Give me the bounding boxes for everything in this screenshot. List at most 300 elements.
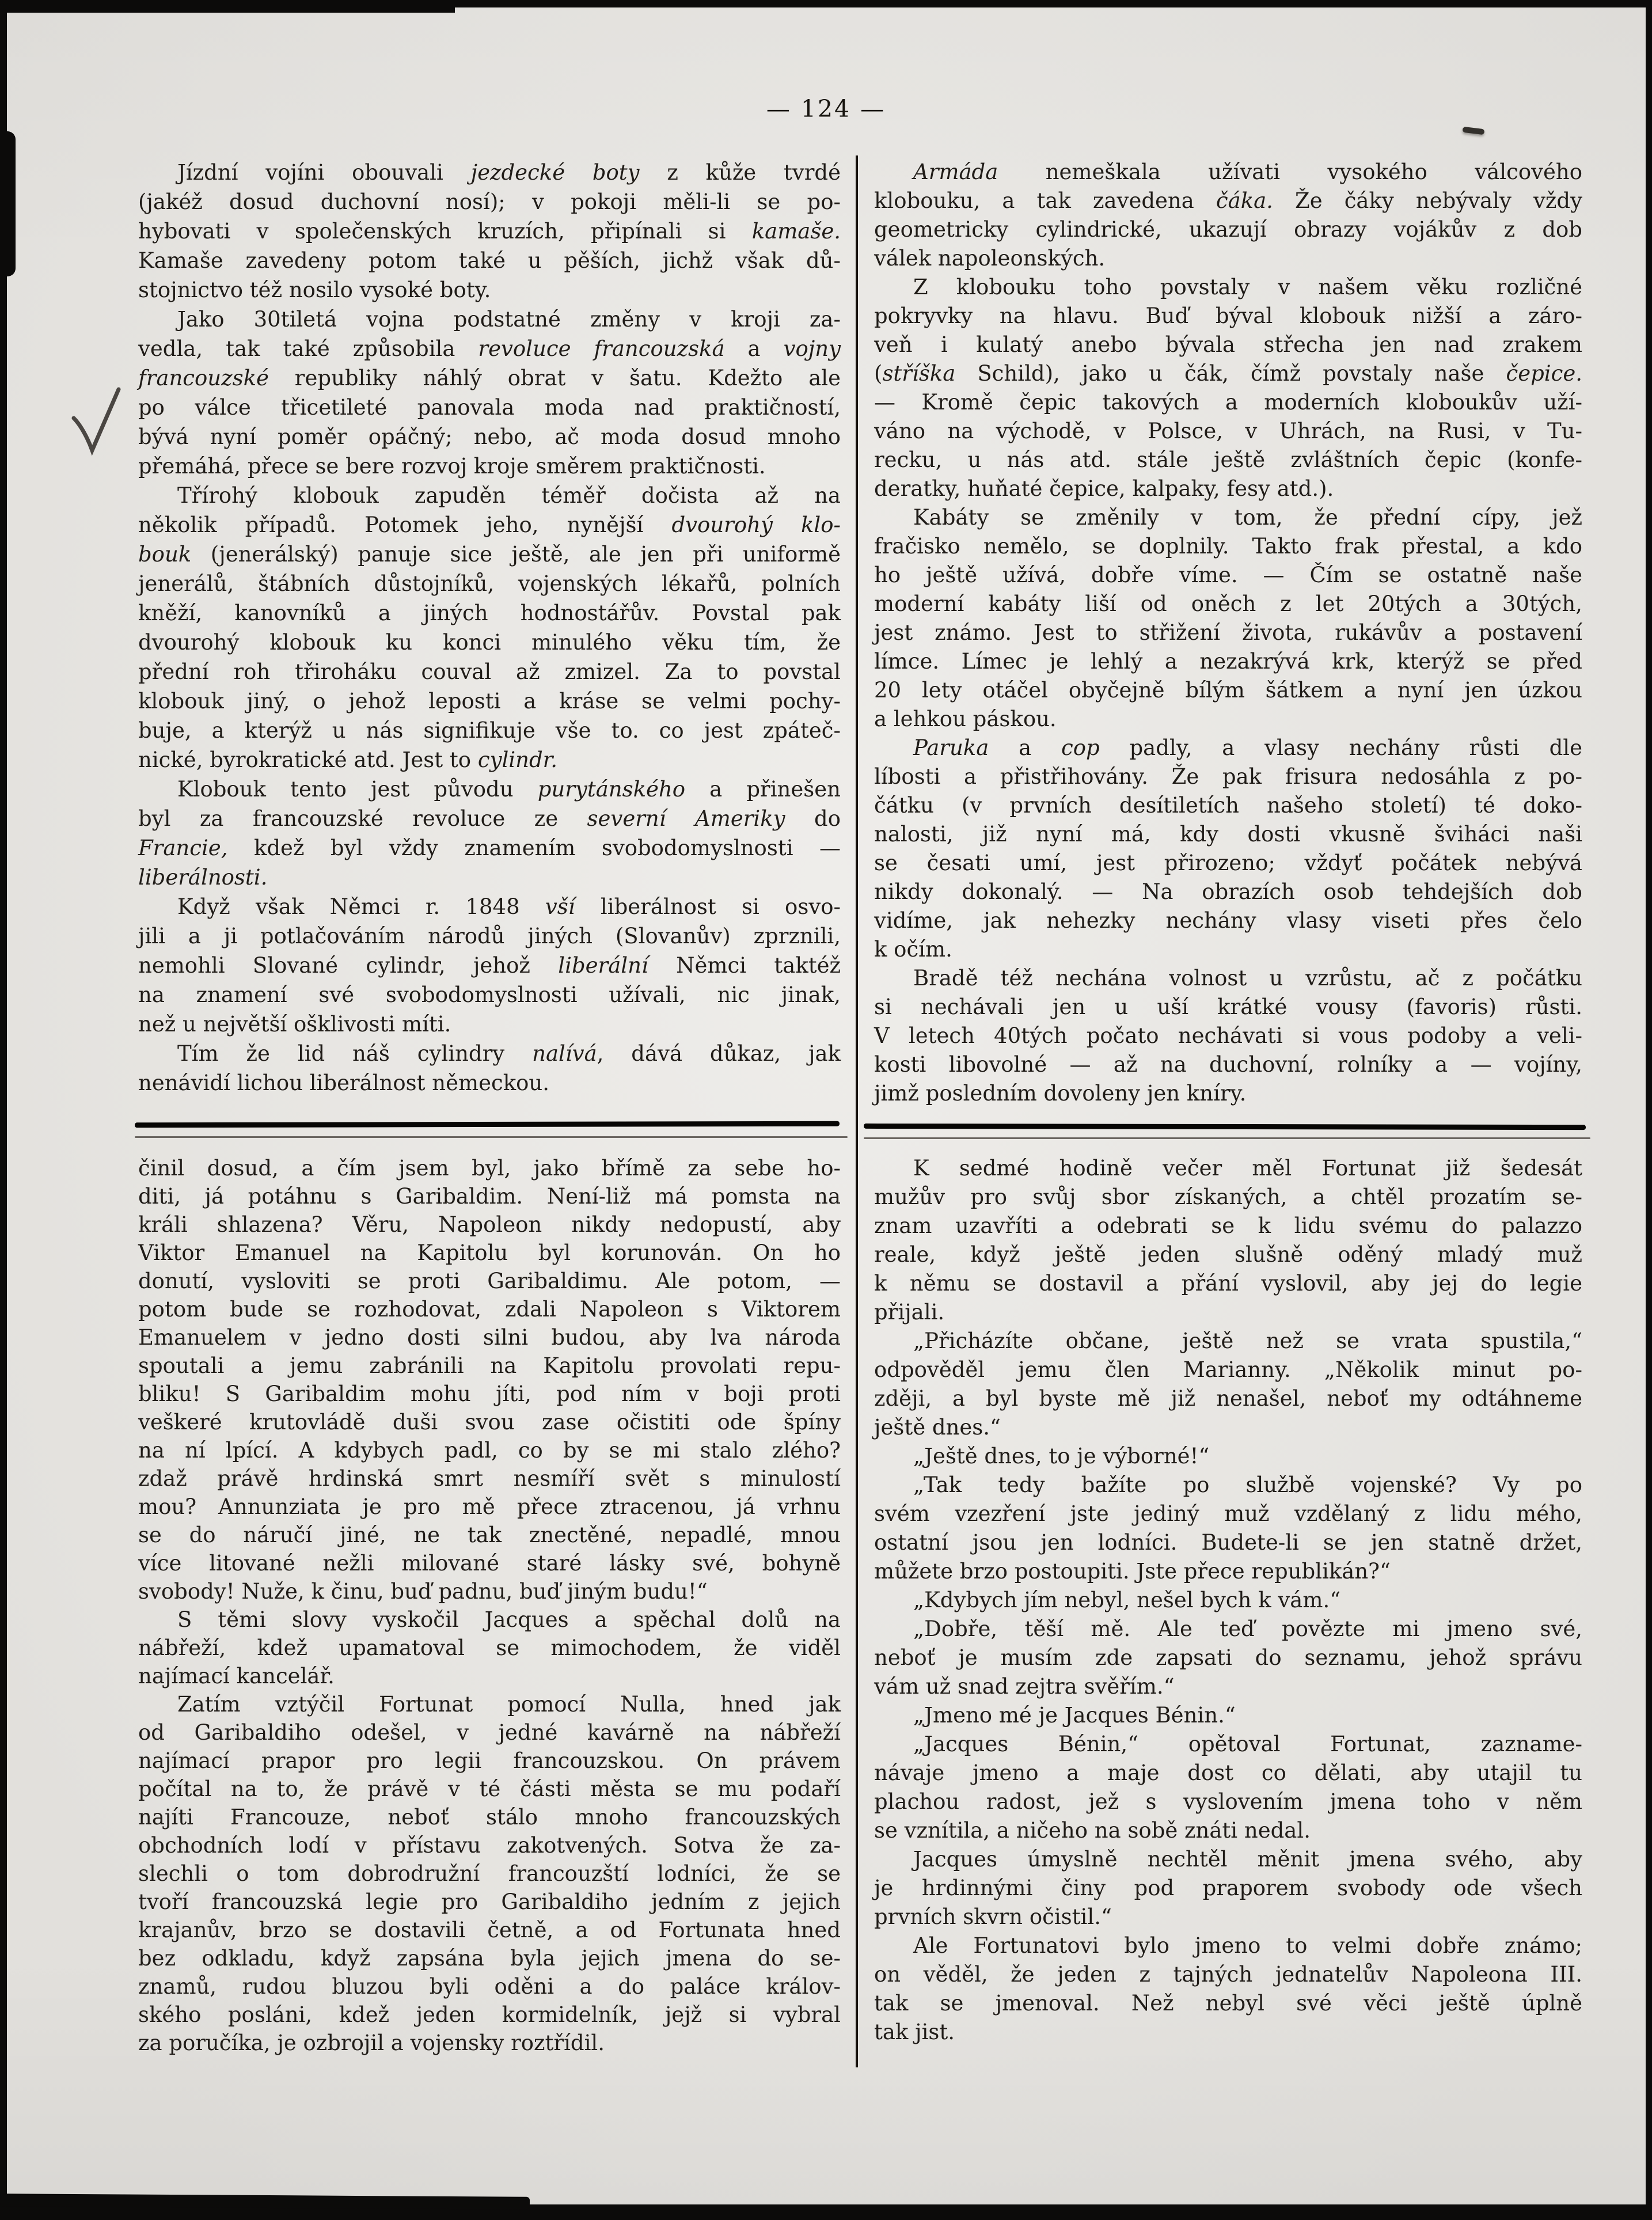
text-line bbox=[874, 1154, 1582, 1183]
text-segment: bez odkladu, když zapsána byla jejich jmena do se- bbox=[138, 1946, 841, 1971]
text-segment: z kůže tvrdé bbox=[639, 160, 841, 185]
text-segment: geometricky cylindrické, ukazují obrazy vojákův z dob bbox=[874, 217, 1582, 242]
text-line bbox=[874, 475, 1582, 503]
text-line bbox=[138, 275, 841, 305]
column-left-top-article bbox=[138, 158, 841, 1098]
column-right-bottom-article bbox=[874, 1154, 1582, 2047]
text-segment: válek napoleonských. bbox=[874, 246, 1106, 271]
text-segment: mužův pro svůj sbor získaných, a chtěl prozatím se- bbox=[874, 1185, 1582, 1209]
text-line bbox=[138, 540, 841, 569]
text-segment: přijali. bbox=[874, 1300, 945, 1325]
text-segment: Jako 30tiletá vojna podstatné změny v kroji za- bbox=[177, 307, 841, 332]
text-line bbox=[138, 569, 841, 598]
divider-thin-line bbox=[864, 1137, 1590, 1139]
text-line bbox=[138, 305, 841, 334]
text-segment: nické, byrokratické atd. Jest to bbox=[138, 747, 478, 772]
paragraph bbox=[874, 1931, 1582, 2047]
text-line bbox=[138, 1182, 841, 1210]
text-segment: tvoří francouzská legie pro Garibaldiho jedním z jejich bbox=[138, 1889, 841, 1914]
text-line bbox=[138, 1267, 841, 1295]
text-line bbox=[138, 187, 841, 217]
text-segment: Němci taktéž bbox=[648, 953, 841, 978]
text-segment: vidíme, jak nehezky nechány vlasy viseti přes čelo bbox=[874, 908, 1582, 933]
text-segment: reale, když ještě jeden slušně oděný mladý muž bbox=[874, 1242, 1582, 1267]
section-divider-left bbox=[135, 1122, 848, 1129]
text-segment: čátku (v prvních desítiletích našeho století) té doko- bbox=[874, 793, 1582, 818]
text-line bbox=[874, 1442, 1582, 1471]
text-line bbox=[138, 951, 841, 980]
page-number: — 124 — bbox=[766, 95, 886, 123]
text-segment: Ale Fortunatovi bylo jmeno to velmi dobře známo; bbox=[913, 1933, 1582, 1958]
ink-smudge bbox=[1463, 127, 1485, 135]
text-segment: nenávidí lichou liberálnost německou. bbox=[138, 1071, 549, 1095]
text-segment: činil dosud, a čím jsem byl, jako břímě za sebe ho- bbox=[138, 1156, 841, 1181]
paragraph bbox=[138, 892, 841, 1039]
text-line bbox=[138, 1210, 841, 1239]
text-segment: slechli o tom dobrodružní francouzští lodníci, že se bbox=[138, 1861, 841, 1886]
text-segment: počítal na to, že právě v té části města se mu podaří bbox=[138, 1777, 841, 1801]
text-segment: na ní lpící. A kdybych padl, co by se mi stalo zlého? bbox=[138, 1438, 841, 1463]
text-line bbox=[874, 158, 1582, 187]
text-segment: do bbox=[785, 806, 841, 831]
text-segment: a bbox=[989, 735, 1061, 760]
text-line bbox=[874, 1615, 1582, 1644]
text-line bbox=[874, 1050, 1582, 1079]
text-segment: dvourohý klobouk ku konci minulého věku tím, že bbox=[138, 630, 841, 655]
italic-text-segment: cop bbox=[1061, 735, 1100, 760]
text-line bbox=[874, 1816, 1582, 1845]
text-line bbox=[138, 1493, 841, 1521]
text-segment: více litované nežli milované staré lásky své, bohyně bbox=[138, 1551, 841, 1576]
text-line bbox=[874, 993, 1582, 1022]
text-line bbox=[138, 1352, 841, 1380]
text-line bbox=[138, 1577, 841, 1606]
text-segment: bývá nyní poměr opáčný; nebo, ač moda dosud mnoho bbox=[138, 424, 841, 449]
italic-text-segment: stříška bbox=[882, 361, 956, 386]
text-segment: recku, u nás atd. stále ještě zvláštních čepic (konfe- bbox=[874, 447, 1582, 472]
text-segment: znam uzavříti a odebrati se k lidu svému do palazzo bbox=[874, 1213, 1582, 1238]
text-line bbox=[874, 1212, 1582, 1240]
text-line bbox=[138, 892, 841, 921]
paragraph bbox=[874, 1442, 1582, 1471]
text-line bbox=[138, 1831, 841, 1860]
text-line bbox=[138, 686, 841, 716]
text-line bbox=[138, 1690, 841, 1718]
text-line bbox=[874, 1730, 1582, 1759]
text-line bbox=[874, 935, 1582, 964]
text-segment: veň i kulatý anebo bývala střecha jen nad zrakem bbox=[874, 332, 1582, 357]
paragraph bbox=[138, 1039, 841, 1098]
text-segment: padly, a vlasy nechány růsti dle bbox=[1099, 735, 1582, 760]
italic-text-segment: kamaše. bbox=[751, 219, 841, 244]
scan-border-left-blob bbox=[0, 131, 16, 276]
text-segment: jenerálů, štábních důstojníků, vojenských lékařů, polních bbox=[138, 571, 841, 596]
text-line bbox=[138, 863, 841, 892]
divider-thick-line bbox=[864, 1124, 1586, 1130]
italic-text-segment: liberální bbox=[558, 953, 648, 978]
text-line bbox=[874, 1586, 1582, 1615]
italic-text-segment: Francie, bbox=[138, 836, 228, 860]
text-line bbox=[874, 791, 1582, 820]
text-segment: kněží, kanovníků a jiných hodnostářův. Povstal pak bbox=[138, 601, 841, 625]
text-segment: fračisko nemělo, se doplnily. Takto frak přestal, a kdo bbox=[874, 534, 1582, 559]
text-line bbox=[138, 1239, 841, 1267]
text-line bbox=[874, 1874, 1582, 1903]
text-line bbox=[874, 359, 1582, 388]
text-line bbox=[874, 618, 1582, 647]
text-segment: Jacques úmyslně nechtěl měnit jmena svého, aby bbox=[913, 1847, 1582, 1872]
text-segment: veškeré krutovládě duši svou zase očistiti ode špíny bbox=[138, 1410, 841, 1435]
text-segment: „Ještě dnes, to je výborné!“ bbox=[913, 1444, 1210, 1468]
text-segment: bliku! S Garibaldim mohu jíti, pod ním v boji proti bbox=[138, 1382, 841, 1406]
text-line bbox=[874, 273, 1582, 302]
text-line bbox=[138, 481, 841, 510]
text-line bbox=[874, 1931, 1582, 1960]
text-segment: svobody! Nuže, k činu, buď padnu, buď jiným budu!“ bbox=[138, 1579, 708, 1604]
text-segment: váno na východě, v Polsce, v Uhrách, na Rusi, v Tu- bbox=[874, 419, 1582, 443]
text-segment: deratky, huňaté čepice, kalpaky, fesy atd.). bbox=[874, 476, 1334, 501]
text-segment: Jízdní vojíni obouvali bbox=[177, 160, 471, 185]
text-segment: několik případů. Potomek jeho, nynější bbox=[138, 513, 672, 537]
text-line bbox=[874, 446, 1582, 475]
paragraph bbox=[874, 964, 1582, 1108]
text-line bbox=[874, 302, 1582, 331]
text-segment: Když však Němci r. 1848 bbox=[177, 894, 545, 919]
column-divider-rule bbox=[856, 155, 858, 2067]
text-segment: , dává důkaz, jak bbox=[597, 1041, 841, 1066]
text-segment: pokryvky na hlavu. Buď býval klobouk nižší a záro- bbox=[874, 303, 1582, 328]
text-segment: kdež byl vždy znamením svobodomyslnosti — bbox=[227, 836, 841, 860]
text-line bbox=[138, 393, 841, 422]
text-line bbox=[138, 1662, 841, 1690]
text-segment: a lehkou páskou. bbox=[874, 707, 1057, 731]
italic-text-segment: Paruka bbox=[913, 735, 989, 760]
text-line bbox=[874, 1528, 1582, 1557]
text-line bbox=[874, 705, 1582, 734]
paragraph bbox=[874, 734, 1582, 964]
text-line bbox=[874, 2018, 1582, 2047]
text-line bbox=[874, 1989, 1582, 2018]
text-segment: jimž posledním dovoleny jen kníry. bbox=[874, 1081, 1247, 1106]
text-segment: on věděl, že jeden z tajných jednatelův Napoleona III. bbox=[874, 1962, 1582, 1987]
text-segment: diti, já potáhnu s Garibaldim. Není-liž má pomsta na bbox=[138, 1184, 841, 1209]
text-line bbox=[138, 451, 841, 481]
text-segment: k očím. bbox=[874, 937, 952, 962]
paragraph bbox=[874, 158, 1582, 273]
text-segment: nemeškala užívati vysokého válcového bbox=[998, 160, 1582, 184]
text-segment: Kabáty se změnily v tom, že přední cípy, jež bbox=[913, 505, 1582, 530]
text-segment: Třírohý klobouk zapuděn téměř dočista až na bbox=[177, 483, 841, 508]
text-line bbox=[874, 331, 1582, 359]
text-line bbox=[138, 921, 841, 951]
text-line bbox=[874, 1269, 1582, 1298]
text-line bbox=[138, 1068, 841, 1098]
text-line bbox=[138, 804, 841, 833]
text-segment: po válce třicetileté panovala moda nad praktičností, bbox=[138, 395, 841, 420]
text-line bbox=[138, 628, 841, 657]
italic-text-segment: Armáda bbox=[913, 160, 998, 184]
text-line bbox=[874, 1788, 1582, 1816]
text-segment: stojnictvo též nosilo vysoké boty. bbox=[138, 278, 491, 302]
text-line bbox=[874, 647, 1582, 676]
scan-border-left bbox=[0, 0, 7, 2220]
text-segment: republiky náhlý obrat v šatu. Kdežto ale bbox=[268, 366, 841, 390]
text-segment: svém vzezření jste jediný muž vzdělaný z lidu mého, bbox=[874, 1501, 1582, 1526]
text-segment: kosti libovolné — až na duchovní, rolníky a — vojíny, bbox=[874, 1052, 1582, 1077]
text-segment: ještě dnes.“ bbox=[874, 1415, 1001, 1440]
text-line bbox=[874, 1384, 1582, 1413]
text-line bbox=[138, 1606, 841, 1634]
text-segment: límce. Límec je lehlý a nezakrývá krk, kterýž se před bbox=[874, 649, 1582, 674]
text-segment: (jakéž dosud duchovní nosí); v pokoji měli-li se po- bbox=[138, 189, 841, 214]
text-segment: „Jmeno mé je Jacques Bénin.“ bbox=[913, 1703, 1236, 1728]
text-line bbox=[138, 1803, 841, 1831]
text-segment: najíti Francouze, neboť stálo mnoho francouzských bbox=[138, 1805, 841, 1830]
text-segment: za poručíka, je ozbrojil a vojensky roztřídil. bbox=[138, 2031, 605, 2055]
text-segment: odpověděl jemu člen Marianny. „Několik minut po- bbox=[874, 1357, 1582, 1382]
text-line bbox=[874, 1298, 1582, 1327]
text-line bbox=[138, 1154, 841, 1182]
text-line bbox=[874, 964, 1582, 993]
scan-border-top-left bbox=[0, 0, 455, 13]
text-segment: a přinešen bbox=[685, 777, 841, 802]
text-segment: obchodních lodí v přístavu zakotvených. Sotva že za- bbox=[138, 1833, 841, 1858]
text-line bbox=[138, 422, 841, 451]
column-left-bottom-article bbox=[138, 1154, 841, 2057]
text-line bbox=[874, 1327, 1582, 1356]
column-right-top-article bbox=[874, 158, 1582, 1108]
text-line bbox=[138, 2029, 841, 2057]
text-line bbox=[138, 1775, 841, 1803]
text-line bbox=[138, 363, 841, 393]
text-segment: ho ještě užívá, dobře víme. — Čím se ostatně naše bbox=[874, 563, 1582, 587]
text-segment: „Tak tedy bažíte po službě vojenské? Vy po bbox=[913, 1473, 1582, 1497]
text-segment: nikdy dokonalý. — Na obrazích osob tehdejších dob bbox=[874, 879, 1582, 904]
text-line bbox=[874, 1022, 1582, 1050]
paragraph bbox=[874, 1730, 1582, 1845]
text-line bbox=[138, 1634, 841, 1662]
scan-border-right bbox=[1646, 0, 1652, 2220]
text-line bbox=[138, 1972, 841, 2001]
section-divider-right bbox=[864, 1124, 1590, 1131]
divider-thick-line bbox=[135, 1121, 840, 1128]
text-line bbox=[874, 1701, 1582, 1730]
text-segment: K sedmé hodině večer měl Fortunat již šedesát bbox=[913, 1156, 1582, 1181]
paragraph bbox=[874, 1586, 1582, 1615]
text-line bbox=[138, 598, 841, 628]
text-segment: nalosti, již nyní má, kdy dosti vkusně šviháci naši bbox=[874, 822, 1582, 847]
text-segment: můžete brzo postoupiti. Jste přece republikán?“ bbox=[874, 1559, 1391, 1584]
text-segment: se česati umí, jest přirozeno; vždyť počátek nebývá bbox=[874, 851, 1582, 875]
text-line bbox=[138, 1436, 841, 1464]
text-segment: hybovati v společenských kruzích, připínali si bbox=[138, 219, 752, 244]
text-segment: 20 lety otáčel obyčejně bílým šátkem a nyní jen úzkou bbox=[874, 678, 1582, 703]
text-segment: ského posláni, kdež jeden kormidelník, jejž si vybral bbox=[138, 2002, 841, 2027]
italic-text-segment: cylindr. bbox=[477, 747, 558, 772]
paragraph bbox=[138, 1154, 841, 1606]
text-segment: přední roh třiroháku couval až zmizel. Za to povstal bbox=[138, 659, 841, 684]
text-line bbox=[138, 1718, 841, 1747]
text-line bbox=[138, 1521, 841, 1549]
text-line bbox=[138, 1408, 841, 1436]
text-segment: od Garibaldiho odešel, v jedné kavárně na nábřeží bbox=[138, 1720, 841, 1745]
text-segment: zdaž právě hrdinská smrt nesmíří svět s minulostí bbox=[138, 1466, 841, 1491]
text-segment: Klobouk tento jest původu bbox=[177, 777, 538, 802]
text-line bbox=[138, 745, 841, 775]
italic-text-segment: nalívá bbox=[532, 1041, 597, 1066]
text-segment: králi shlazena? Věru, Napoleon nikdy nedopustí, aby bbox=[138, 1212, 841, 1237]
text-line bbox=[874, 187, 1582, 215]
text-segment: znamů, rudou bluzou byli oděni a do paláce králov- bbox=[138, 1974, 841, 1999]
handwritten-checkmark bbox=[70, 385, 125, 457]
text-line bbox=[138, 217, 841, 246]
italic-text-segment: jezdecké boty bbox=[470, 160, 640, 185]
text-segment: liberálnost si osvo- bbox=[575, 894, 841, 919]
text-line bbox=[138, 246, 841, 275]
text-segment: — Kromě čepic takových a moderních kloboukův uží- bbox=[874, 390, 1582, 415]
text-segment: nábřeží, kdež upamatoval se mimochodem, že viděl bbox=[138, 1635, 841, 1660]
text-line bbox=[874, 1240, 1582, 1269]
text-line bbox=[874, 820, 1582, 849]
text-segment: buje, a kterýž u nás signifikuje vše to. co jest zpáteč- bbox=[138, 718, 841, 743]
text-line bbox=[874, 590, 1582, 618]
text-line bbox=[874, 906, 1582, 935]
text-segment: najímací prapor pro legii francouzskou. On právem bbox=[138, 1748, 841, 1773]
text-line bbox=[874, 1960, 1582, 1989]
text-segment: najímací kancelář. bbox=[138, 1664, 335, 1688]
text-segment: ostatní jsou jen lodníci. Budete-li se jen statně držet, bbox=[874, 1530, 1582, 1555]
paragraph bbox=[138, 1690, 841, 2057]
paragraph bbox=[138, 775, 841, 892]
paragraph bbox=[874, 1615, 1582, 1701]
text-segment: klobouku, a tak zavedena bbox=[874, 188, 1216, 213]
text-segment: přemáhá, přece se bere rozvoj kroje směrem praktičnosti. bbox=[138, 454, 766, 479]
text-segment: mou? Annunziata je pro mě přece ztracenou, já vrhnu bbox=[138, 1494, 841, 1519]
italic-text-segment: purytánského bbox=[537, 777, 685, 802]
text-segment: na znamení své svobodomyslnosti užívali, nic jinak, bbox=[138, 982, 841, 1007]
text-segment: potom bude se rozhodovat, zdali Napoleon s Viktorem bbox=[138, 1297, 841, 1322]
italic-text-segment: čepice. bbox=[1506, 361, 1582, 386]
italic-text-segment: vojny bbox=[783, 336, 841, 361]
text-segment: líbosti a přistřihovány. Že pak frisura nedosáhla z po- bbox=[874, 764, 1582, 789]
text-line bbox=[138, 775, 841, 804]
text-line bbox=[874, 1845, 1582, 1874]
text-line bbox=[874, 1557, 1582, 1586]
text-line bbox=[138, 1747, 841, 1775]
text-line bbox=[138, 980, 841, 1010]
text-segment: zději, a byl byste mě již nenašel, neboť my odtáhneme bbox=[874, 1386, 1582, 1411]
text-line bbox=[138, 657, 841, 686]
text-line bbox=[138, 1860, 841, 1888]
text-line bbox=[138, 510, 841, 540]
text-line bbox=[138, 1380, 841, 1408]
text-line bbox=[138, 1888, 841, 1916]
text-line bbox=[874, 1413, 1582, 1442]
text-line bbox=[138, 833, 841, 863]
paragraph bbox=[138, 158, 841, 305]
text-line bbox=[874, 561, 1582, 590]
text-line bbox=[874, 1644, 1582, 1672]
text-segment: se vznítila, a ničeho na sobě znáti nedal. bbox=[874, 1818, 1311, 1843]
paragraph bbox=[138, 305, 841, 481]
text-line bbox=[874, 388, 1582, 417]
text-line bbox=[874, 1759, 1582, 1788]
text-segment: vedla, tak také způsobila bbox=[138, 336, 478, 361]
text-line bbox=[138, 1010, 841, 1039]
text-line bbox=[138, 1039, 841, 1068]
text-segment: „Přicházíte občane, ještě než se vrata spustila,“ bbox=[913, 1329, 1582, 1353]
text-segment: jili a ji potlačováním národů jiných (Slovanův) zprznili, bbox=[138, 924, 841, 948]
divider-thin-line bbox=[135, 1136, 848, 1138]
text-line bbox=[874, 676, 1582, 705]
text-line bbox=[874, 503, 1582, 532]
text-line bbox=[874, 849, 1582, 878]
text-segment: „Dobře, těší mě. Ale teď povězte mi jmeno své, bbox=[913, 1616, 1582, 1641]
text-segment: nemohli Slované cylindr, jehož bbox=[138, 953, 559, 978]
text-segment: Tím že lid náš cylindry bbox=[177, 1041, 533, 1066]
text-line bbox=[874, 1183, 1582, 1212]
text-segment: jest známo. Jest to střižení života, rukávův a postavení bbox=[874, 620, 1582, 645]
text-segment: návaje jmeno a maje dost co dělati, aby utajil tu bbox=[874, 1760, 1582, 1785]
text-segment: S těmi slovy vyskočil Jacques a spěchal dolů na bbox=[177, 1607, 841, 1632]
text-line bbox=[138, 2001, 841, 2029]
paragraph bbox=[138, 481, 841, 775]
text-segment: byl za francouzské revoluce ze bbox=[138, 806, 587, 831]
italic-text-segment: vší bbox=[545, 894, 575, 919]
paragraph bbox=[874, 1845, 1582, 1931]
text-segment: ( bbox=[874, 361, 883, 386]
text-line bbox=[874, 1079, 1582, 1108]
italic-text-segment: francouzské bbox=[138, 366, 269, 390]
text-segment: Viktor Emanuel na Kapitolu byl korunován. On ho bbox=[138, 1240, 841, 1265]
text-segment: Kamaše zavedeny potom také u pěších, jichž však dů- bbox=[138, 248, 841, 273]
paragraph bbox=[874, 1154, 1582, 1327]
text-segment: plachou radost, jež s vyslovením jmena toho v něm bbox=[874, 1789, 1582, 1814]
text-line bbox=[874, 532, 1582, 561]
text-line bbox=[874, 1500, 1582, 1528]
text-segment: si nechávali jen u uší krátké vousy (favoris) růsti. bbox=[874, 995, 1582, 1019]
paragraph bbox=[874, 1701, 1582, 1730]
text-segment: Emanuelem v jedno dosti silni budou, aby lva národa bbox=[138, 1325, 841, 1350]
text-segment: prvních skvrn očistil.“ bbox=[874, 1904, 1112, 1929]
italic-text-segment: čáka. bbox=[1216, 188, 1273, 213]
text-segment: Že čáky nebývaly vždy bbox=[1273, 188, 1582, 213]
text-line bbox=[138, 1295, 841, 1323]
paragraph bbox=[138, 1606, 841, 1690]
paragraph bbox=[874, 503, 1582, 734]
text-line bbox=[138, 1464, 841, 1493]
text-segment: a bbox=[724, 336, 784, 361]
text-line bbox=[874, 215, 1582, 244]
text-line bbox=[874, 244, 1582, 273]
paragraph bbox=[874, 1471, 1582, 1586]
paragraph bbox=[874, 273, 1582, 503]
text-line bbox=[874, 878, 1582, 906]
text-line bbox=[874, 1356, 1582, 1384]
text-segment: moderní kabáty liší od oněch z let 20tých a 30tých, bbox=[874, 591, 1582, 616]
text-line bbox=[874, 1903, 1582, 1931]
text-segment: neboť je musím zde zapsati do seznamu, jehož správu bbox=[874, 1645, 1582, 1670]
text-segment: krajanův, brzo se dostavili četně, a od Fortunata hned bbox=[138, 1918, 841, 1942]
text-line bbox=[138, 1944, 841, 1972]
text-line bbox=[874, 1672, 1582, 1701]
text-line bbox=[874, 417, 1582, 446]
text-line bbox=[138, 716, 841, 745]
text-segment: tak se jmenoval. Než nebyl své věci ještě úplně bbox=[874, 1991, 1582, 2016]
text-line bbox=[874, 762, 1582, 791]
text-segment: Z klobouku toho povstaly v našem věku rozličné bbox=[913, 275, 1582, 299]
text-segment: vám už snad zejtra svěřím.“ bbox=[874, 1674, 1175, 1699]
